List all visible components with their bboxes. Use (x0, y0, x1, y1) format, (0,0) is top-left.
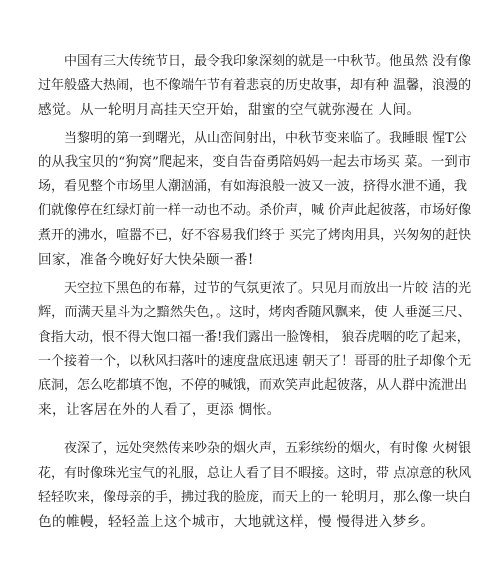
paragraph-3-line-1: 天空拉下黑色的布幕，过节的气氛更浓了。只见月而放出一片皎 洁的光 (38, 281, 472, 296)
paragraph-3-line-6: 来，让客居在外的人看了，更添 惆怅。 (38, 402, 281, 418)
paragraph-2-line-3: 场，看见整个市场里人潮汹涌，有如海浪般一波又一波，挤得水泄不通，我 (38, 179, 468, 194)
paragraph-3-line-2: 辉，而满天星斗为之黯然失色，。这时，烤肉香随风飘来，使 人垂涎三尺、 (38, 305, 471, 320)
paragraph-1-line-3: 感觉。从一轮明月高挂天空开始，甜蜜的空气就弥漫在 人间。 (38, 102, 421, 118)
paragraph-2-line-4: 们就像停在红绿灯前一样一动也不动。杀价声，喊 价声此起彼落，市场好像 (38, 203, 472, 218)
paragraph-2-line-1: 当黎明的第一到曙光，从山峦间射出，中秋节变来临了。我睡眼 惺T公 (38, 131, 467, 146)
paragraph-4-line-3: 轻轻吹来，像母亲的手，拂过我的脸庞，而天上的一 轮明月，那么像一块白 (38, 490, 472, 505)
paragraph-1-line-1: 中国有三大传统节日，最令我印象深刻的就是一中秋节。他虽然 没有像 (38, 54, 472, 69)
paragraph-3-line-3: 食指大动，恨不得大饱口福一番!我们露出一脸馋相， 狼吞虎咽的吃了起来， (38, 330, 470, 345)
paragraph-4-line-2: 花，有时像珠光宝气的礼服，总让人看了目不暇接。这时，带 点凉意的秋风 (38, 466, 472, 481)
paragraph-1-line-2: 过年般盛大热闹，也不像端午节有着悲哀的历史故事，却有种 温馨，浪漫的 (38, 78, 472, 93)
paragraph-4-line-1: 夜深了，远处突然传来吵杂的烟火声，五彩缤纷的烟火，有时像 火树银 (38, 441, 472, 456)
paragraph-3-line-5: 底洞，怎么吃都填不饱，不停的喊饿，而欢笑声此起彼落，从人群中流泄出 (38, 378, 468, 393)
paragraph-3-line-4: 一个接着一个，以秋风扫落叶的速度盘底迅速 朝天了！哥哥的肚子却像个无 (38, 354, 472, 369)
paragraph-4-line-4: 色的帷幔，轻轻盖上这个城市，大地就这样，慢 慢得进入梦乡。 (38, 514, 435, 530)
paragraph-2-line-2: 的从我宝贝的“狗窝”爬起来，变自告奋勇陪妈妈一起去市场买 菜。一到市 (38, 155, 472, 170)
paragraph-2-line-5: 煮开的沸水，喧嚣不已，好不容易我们终于 买完了烤肉用具，兴匆匆的赶快 (38, 228, 472, 243)
paragraph-2-line-6: 回家，准备今晚好好大快朵颐一番! (38, 252, 254, 268)
